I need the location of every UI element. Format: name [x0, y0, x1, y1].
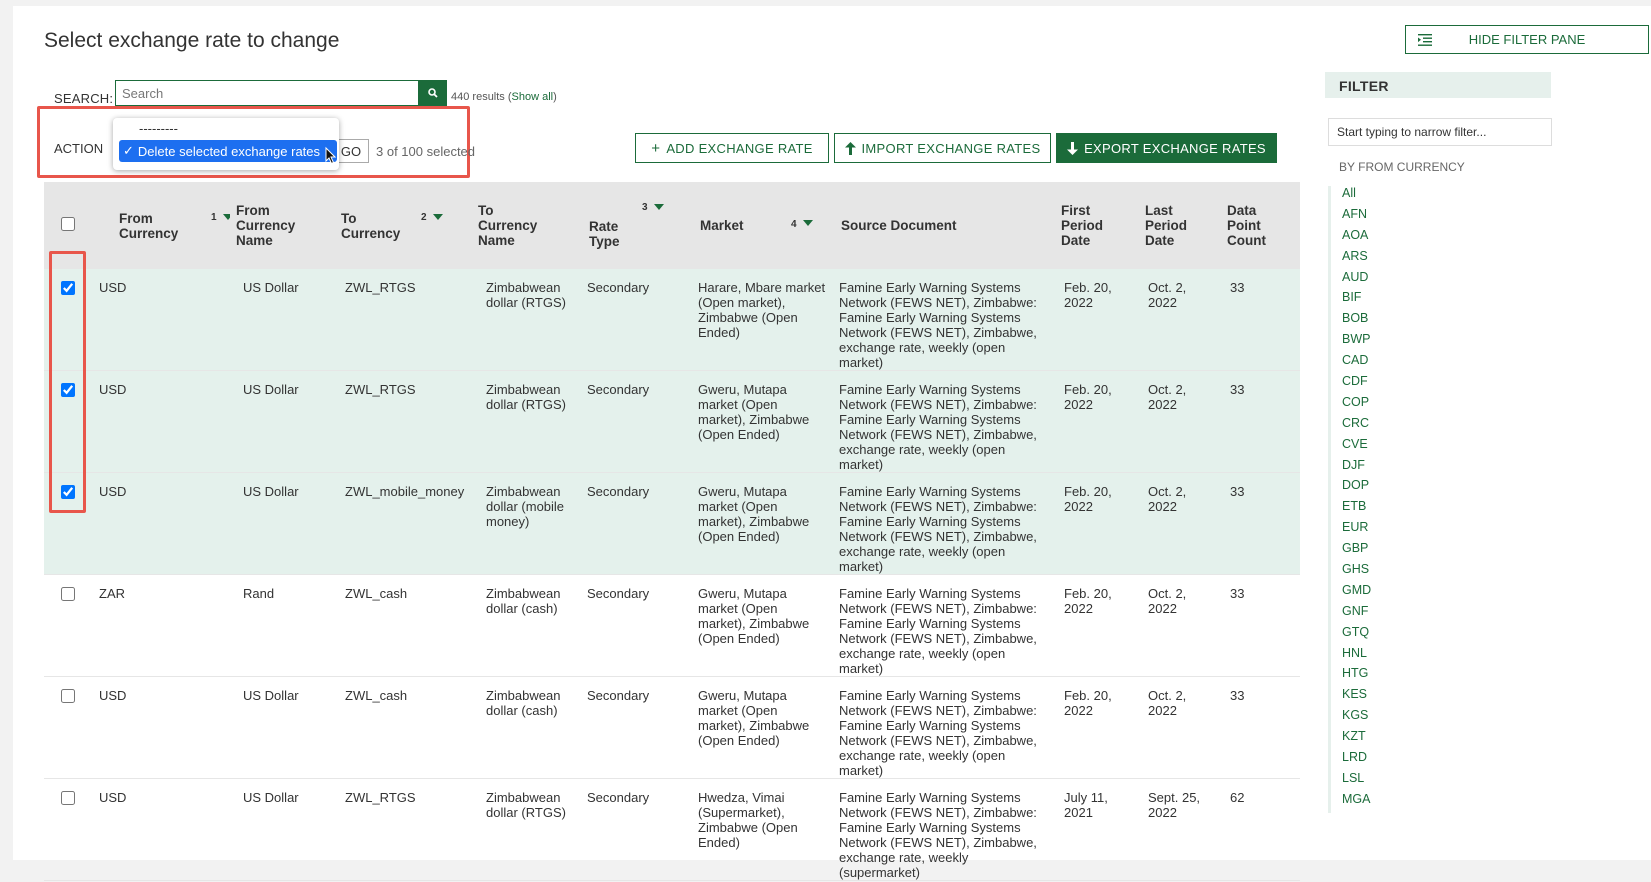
from-currency-name-cell: US Dollar — [230, 371, 331, 473]
filter-item[interactable]: GBP — [1342, 541, 1369, 556]
table-row[interactable] — [44, 677, 1300, 779]
select-all-checkbox[interactable] — [61, 217, 75, 231]
market-cell: Harare, Mbare market (Open market), Zimbabwe (Open Ended) — [685, 269, 826, 371]
filter-item[interactable]: KGS — [1342, 708, 1369, 723]
first-period-date-cell: Feb. 20, 2022 — [1048, 269, 1132, 371]
sort-priority: 1 — [211, 212, 217, 223]
filter-item[interactable]: CAD — [1342, 353, 1369, 368]
filter-item[interactable]: KZT — [1342, 729, 1366, 744]
add-exchange-rate-button[interactable]: + ADD EXCHANGE RATE — [635, 133, 829, 163]
filter-list — [1328, 186, 1551, 813]
sort-priority: 4 — [791, 219, 797, 230]
rate-type-cell: Secondary — [574, 575, 685, 677]
row-select-cell — [44, 779, 91, 881]
filter-item[interactable]: ARS — [1342, 248, 1368, 263]
from-currency-cell[interactable]: ZAR — [91, 575, 230, 677]
from-currency-name-cell: US Dollar — [230, 779, 331, 881]
row-select-cell — [44, 677, 91, 779]
from-currency-name-cell: US Dollar — [230, 269, 331, 371]
rate-type-cell: Secondary — [574, 269, 685, 371]
table-header-row — [44, 182, 1300, 269]
source-document-cell: Famine Early Warning Systems Network (FEWS NET), Zimbabwe: Famine Early Warning Systems Network (FEWS NET), Zimbabwe, exchange rate, weekly (open market) — [826, 269, 1048, 371]
filter-item[interactable]: COP — [1342, 394, 1370, 409]
filter-item[interactable]: GNF — [1342, 603, 1369, 618]
arrow-down-icon — [1067, 142, 1078, 155]
to-currency-cell: ZWL_cash — [331, 575, 470, 677]
filter-item[interactable]: LRD — [1342, 750, 1368, 765]
first-period-date-cell: Feb. 20, 2022 — [1048, 677, 1132, 779]
source-document-cell: Famine Early Warning Systems Network (FEWS NET), Zimbabwe: Famine Early Warning Systems Network (FEWS NET), Zimbabwe, exchange rate, weekly (supermarket) — [826, 779, 1048, 881]
data-point-count-cell: 33 — [1216, 371, 1300, 473]
check-icon: ✓ — [123, 143, 134, 158]
sort-priority: 2 — [421, 212, 427, 223]
filter-search-input[interactable] — [1328, 118, 1552, 146]
page-title: Select exchange rate to change — [44, 29, 340, 52]
filter-item[interactable]: CRC — [1342, 415, 1370, 430]
table-row[interactable] — [44, 779, 1300, 881]
go-button[interactable]: GO — [333, 139, 369, 163]
from-currency-name-cell: US Dollar — [230, 677, 331, 779]
market-cell: Gweru, Mutapa market (Open market), Zimbabwe (Open Ended) — [685, 677, 826, 779]
filter-item[interactable]: All — [1342, 186, 1356, 200]
to-currency-name-cell: Zimbabwean dollar (RTGS) — [470, 269, 574, 371]
to-currency-cell: ZWL_RTGS — [331, 269, 470, 371]
results-count: 440 results (Show all) — [451, 91, 557, 103]
to-currency-name-cell: Zimbabwean dollar (RTGS) — [470, 371, 574, 473]
header-from-currency[interactable]: From Currency 1 — [91, 182, 230, 269]
filter-item[interactable]: GHS — [1342, 562, 1370, 577]
source-document-cell: Famine Early Warning Systems Network (FEWS NET), Zimbabwe: Famine Early Warning Systems Network (FEWS NET), Zimbabwe, exchange rate, weekly (open market) — [826, 371, 1048, 473]
last-period-date-cell: Oct. 2, 2022 — [1132, 269, 1216, 371]
row-checkbox[interactable] — [61, 689, 75, 703]
sort-desc-icon — [433, 214, 443, 220]
source-document-cell: Famine Early Warning Systems Network (FEWS NET), Zimbabwe: Famine Early Warning Systems Network (FEWS NET), Zimbabwe, exchange rate, weekly (open market) — [826, 575, 1048, 677]
filter-item[interactable]: LSL — [1342, 770, 1365, 785]
header-to-currency[interactable]: To Currency 2 — [331, 182, 470, 269]
source-document-cell: Famine Early Warning Systems Network (FEWS NET), Zimbabwe: Famine Early Warning Systems Network (FEWS NET), Zimbabwe, exchange rate, weekly (open market) — [826, 473, 1048, 575]
filter-item[interactable]: CVE — [1342, 436, 1368, 451]
filter-item[interactable]: BOB — [1342, 311, 1369, 326]
table-row[interactable] — [44, 371, 1300, 473]
filter-item[interactable]: HTG — [1342, 666, 1369, 681]
filter-item[interactable]: DOP — [1342, 478, 1370, 493]
to-currency-name-cell: Zimbabwean dollar (cash) — [470, 575, 574, 677]
filter-item[interactable]: AOA — [1342, 227, 1369, 242]
header-data-point-count[interactable]: Data Point Count — [1216, 182, 1300, 269]
plus-icon: + — [651, 139, 661, 157]
header-to-currency-name[interactable]: To Currency Name — [470, 182, 574, 269]
row-checkbox[interactable] — [61, 587, 75, 601]
from-currency-cell[interactable]: USD — [91, 473, 230, 575]
first-period-date-cell: Feb. 20, 2022 — [1048, 473, 1132, 575]
filter-item[interactable]: ETB — [1342, 499, 1367, 514]
market-cell: Gweru, Mutapa market (Open market), Zimbabwe (Open Ended) — [685, 473, 826, 575]
first-period-date-cell: Feb. 20, 2022 — [1048, 575, 1132, 677]
table-row[interactable] — [44, 269, 1300, 371]
filter-item[interactable]: GMD — [1342, 582, 1372, 597]
filter-list-icon — [1418, 34, 1432, 46]
sort-desc-icon — [654, 204, 664, 210]
filter-item[interactable]: BIF — [1342, 290, 1362, 305]
filter-item[interactable]: EUR — [1342, 520, 1369, 535]
mouse-cursor-icon — [325, 147, 337, 165]
show-all-link[interactable]: Show all — [511, 91, 554, 103]
source-document-cell: Famine Early Warning Systems Network (FEWS NET), Zimbabwe: Famine Early Warning Systems Network (FEWS NET), Zimbabwe, exchange rate, weekly (open market) — [826, 677, 1048, 779]
market-cell: Hwedza, Vimai (Supermarket), Zimbabwe (Open Ended) — [685, 779, 826, 881]
last-period-date-cell: Oct. 2, 2022 — [1132, 371, 1216, 473]
data-point-count-cell: 33 — [1216, 677, 1300, 779]
last-period-date-cell: Sept. 25, 2022 — [1132, 779, 1216, 881]
header-last-period-date[interactable]: Last Period Date — [1132, 182, 1216, 269]
last-period-date-cell: Oct. 2, 2022 — [1132, 677, 1216, 779]
market-cell: Gweru, Mutapa market (Open market), Zimbabwe (Open Ended) — [685, 371, 826, 473]
header-market[interactable]: Market 4 — [685, 182, 826, 269]
search-input[interactable] — [115, 80, 419, 106]
action-option-blank[interactable]: --------- — [139, 121, 178, 136]
to-currency-cell: ZWL_cash — [331, 677, 470, 779]
filter-panel — [1325, 72, 1551, 872]
first-period-date-cell: July 11, 2021 — [1048, 779, 1132, 881]
filter-item[interactable]: AFN — [1342, 206, 1367, 221]
action-dropdown-menu[interactable] — [113, 118, 339, 170]
import-exchange-rates-button[interactable]: IMPORT EXCHANGE RATES — [834, 133, 1051, 163]
last-period-date-cell: Oct. 2, 2022 — [1132, 575, 1216, 677]
action-label: ACTION — [54, 141, 104, 156]
to-currency-name-cell: Zimbabwean dollar (RTGS) — [470, 779, 574, 881]
rate-type-cell: Secondary — [574, 371, 685, 473]
header-source-document[interactable]: Source Document — [826, 182, 1048, 269]
sort-priority: 3 — [642, 202, 648, 213]
to-currency-name-cell: Zimbabwean dollar (mobile money) — [470, 473, 574, 575]
to-currency-cell: ZWL_RTGS — [331, 371, 470, 473]
to-currency-name-cell: Zimbabwean dollar (cash) — [470, 677, 574, 779]
table-row[interactable] — [44, 575, 1300, 677]
header-first-period-date[interactable]: First Period Date — [1048, 182, 1132, 269]
from-currency-cell[interactable]: USD — [91, 371, 230, 473]
sort-desc-icon — [803, 220, 813, 226]
row-select-cell — [44, 575, 91, 677]
row-checkbox[interactable] — [61, 791, 75, 805]
filter-subtitle: BY FROM CURRENCY — [1339, 160, 1465, 174]
hide-filter-pane-button[interactable] — [1405, 25, 1649, 54]
from-currency-cell[interactable]: USD — [91, 677, 230, 779]
filter-item[interactable]: MGA — [1342, 791, 1371, 806]
rate-type-cell: Secondary — [574, 473, 685, 575]
header-from-currency-name[interactable]: From Currency Name — [230, 182, 331, 269]
page — [13, 6, 1651, 880]
rate-type-cell: Secondary — [574, 677, 685, 779]
data-point-count-cell: 33 — [1216, 269, 1300, 371]
to-currency-cell: ZWL_mobile_money — [331, 473, 470, 575]
filter-item[interactable]: AUD — [1342, 269, 1369, 284]
from-currency-cell[interactable]: USD — [91, 269, 230, 371]
from-currency-name-cell: US Dollar — [230, 473, 331, 575]
filter-item[interactable]: HNL — [1342, 645, 1368, 660]
last-period-date-cell: Oct. 2, 2022 — [1132, 473, 1216, 575]
filter-item[interactable]: BWP — [1342, 332, 1371, 347]
arrow-up-icon — [845, 142, 856, 155]
header-rate-type[interactable]: Rate Type 3 — [574, 182, 685, 269]
exchange-rate-table — [44, 182, 1300, 882]
filter-item[interactable]: DJF — [1342, 457, 1365, 472]
export-exchange-rates-button[interactable]: EXPORT EXCHANGE RATES — [1056, 133, 1277, 163]
selected-count: 3 of 100 selected — [376, 144, 476, 159]
filter-title: FILTER — [1325, 72, 1551, 98]
market-cell: Gweru, Mutapa market (Open market), Zimbabwe (Open Ended) — [685, 575, 826, 677]
action-option-delete[interactable]: ✓ Delete selected exchange rates — [119, 140, 337, 162]
filter-item[interactable]: CDF — [1342, 374, 1368, 389]
search-label: SEARCH: — [54, 91, 114, 106]
filter-item[interactable]: KES — [1342, 687, 1368, 702]
to-currency-cell: ZWL_RTGS — [331, 779, 470, 881]
table-row[interactable] — [44, 473, 1300, 575]
filter-item[interactable]: GTQ — [1342, 624, 1370, 639]
from-currency-name-cell: Rand — [230, 575, 331, 677]
rate-type-cell: Secondary — [574, 779, 685, 881]
checkbox-highlight-box — [49, 251, 86, 513]
data-point-count-cell: 62 — [1216, 779, 1300, 881]
search-icon — [428, 88, 438, 98]
hide-filter-pane-label: HIDE FILTER PANE — [1468, 32, 1586, 47]
from-currency-cell[interactable]: USD — [91, 779, 230, 881]
first-period-date-cell: Feb. 20, 2022 — [1048, 371, 1132, 473]
data-point-count-cell: 33 — [1216, 575, 1300, 677]
data-point-count-cell: 33 — [1216, 473, 1300, 575]
search-button[interactable] — [419, 80, 447, 106]
